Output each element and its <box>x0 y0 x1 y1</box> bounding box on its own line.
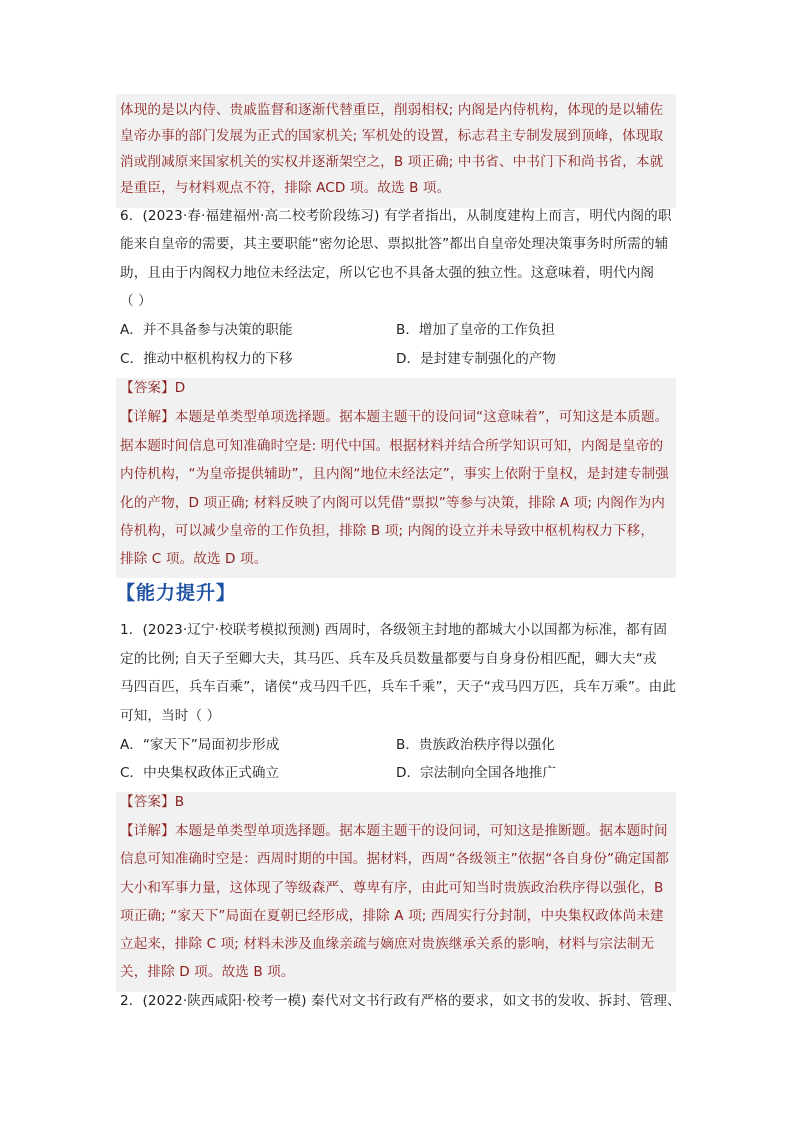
option-d: D．是封建专制强化的产物 <box>396 351 556 367</box>
question-stem-line: （ ） <box>120 293 152 309</box>
detail-line: 内侍机构，“为皇帝提供辅助”，且内阁“地位未经法定”，事实上依附于皇权，是封建专制强 <box>120 466 669 482</box>
detail-line: 信息可知准确时空是：西周时期的中国。据材料，西周“各级领主”依据“各自身份”确定国都 <box>120 851 669 867</box>
question-stem-line: 2．(2022·陕西咸阳·校考一模) 秦代对文书行政有严格的要求，如文书的发收、拆封、管理、 <box>120 993 681 1009</box>
detail-line: 项正确; “家天下”局面在夏朝已经形成，排除 A 项; 西周实行分封制，中央集权政体尚未建 <box>120 908 664 924</box>
detail-line: 排除 C 项。故选 D 项。 <box>120 551 268 567</box>
section-heading: 【能力提升】 <box>116 582 237 604</box>
explanation-line: 是重臣，与材料观点不符，排除 ACD 项。故选 B 项。 <box>120 180 451 196</box>
detail-line: 化的产物，D 项正确; 材料反映了内阁可以凭借“票拟”等参与决策，排除 A 项; 内阁作为内 <box>120 495 665 511</box>
question-stem-line: 助，且由于内阁权力地位未经法定，所以它也不具备太强的独立性。这意味着，明代内阁 <box>120 265 655 281</box>
explanation-line: 皇帝办事的部门发展为正式的国家机关; 军机处的设置，标志君主专制发展到顶峰，体现取 <box>120 128 664 144</box>
detail-line: 大小和军事力量，这体现了等级森严、尊卑有序，由此可知当时贵族政治秩序得以强化，B <box>120 880 664 896</box>
detail-line: 侍机构，可以减少皇帝的工作负担，排除 B 项; 内阁的设立并未导致中枢机构权力下移， <box>120 523 655 539</box>
explanation-line: 消或削减原来国家机关的实权并逐渐架空之，B 项正确; 中书省、中书门下和尚书省，本就 <box>120 154 664 170</box>
question-stem-line: 1．(2023·辽宁·校联考模拟预测) 西周时，各级领主封地的都城大小以国都为标准，都有固 <box>120 622 668 638</box>
explanation-line: 体现的是以内侍、贵戚监督和逐渐代替重臣，削弱相权; 内阁是内侍机构，体现的是以辅佐 <box>120 102 664 118</box>
option-b: B．贵族政治秩序得以强化 <box>396 737 555 753</box>
option-b: B．增加了皇帝的工作负担 <box>396 322 555 338</box>
detail-line: 关，排除 D 项。故选 B 项。 <box>120 964 295 980</box>
question-stem-line: 定的比例; 自天子至卿大夫，其马匹、兵车及兵员数量都要与自身身份相匹配，卿大夫“戎 <box>120 651 657 667</box>
option-a: A．并不具备参与决策的职能 <box>120 322 293 338</box>
detail-line: 【详解】本题是单类型单项选择题。据本题主题干的设问词，可知这是推断题。据本题时间 <box>120 823 668 839</box>
option-a: A．“家天下”局面初步形成 <box>120 737 280 753</box>
question-stem-line: 可知，当时（ ） <box>120 708 221 724</box>
detail-line: 【详解】本题是单类型单项选择题。据本题主题干的设问词“这意味着”，可知这是本质题。 <box>120 409 669 425</box>
option-c: C．中央集权政体正式确立 <box>120 765 280 781</box>
option-c: C．推动中枢机构权力的下移 <box>120 351 293 367</box>
detail-line: 据本题时间信息可知准确时空是: 明代中国。根据材料并结合所学知识可知，内阁是皇帝的 <box>120 438 664 454</box>
detail-line: 立起来，排除 C 项; 材料未涉及血缘亲疏与嫡庶对贵族继承关系的影响，材料与宗法制无 <box>120 936 655 952</box>
question-stem-line: 能来自皇帝的需要，其主要职能“密勿论思、票拟批答”都出自皇帝处理决策事务时所需的辅 <box>120 236 669 252</box>
option-d: D．宗法制向全国各地推广 <box>396 765 556 781</box>
question-stem-line: 6．(2023·春·福建福州·高二校考阶段练习) 有学者指出，从制度建构上而言，明代内阁的职 <box>120 208 672 224</box>
answer-label: 【答案】D <box>120 380 186 396</box>
question-stem-line: 马四百匹，兵车百乘”，诸侯“戎马四千匹，兵车千乘”，天子“戎马四万匹，兵车万乘”。由此 <box>120 679 677 695</box>
answer-label: 【答案】B <box>120 794 185 810</box>
